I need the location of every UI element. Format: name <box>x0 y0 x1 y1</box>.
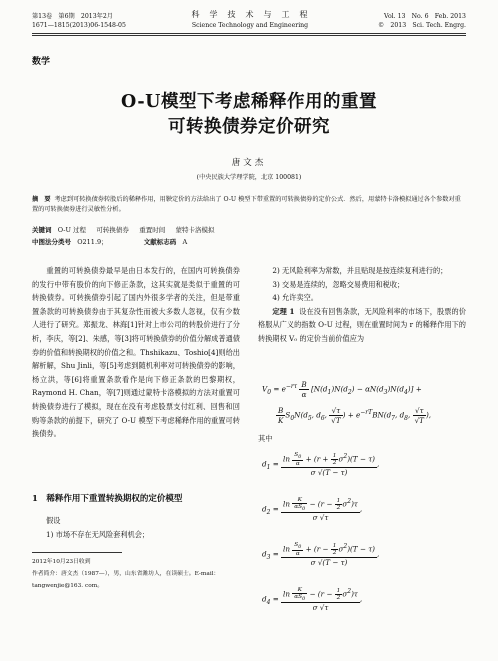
keyword-item: 可转换债券 <box>96 226 129 234</box>
clc-label: 中图法分类号 <box>32 238 71 246</box>
where-label: 其中 <box>258 434 273 443</box>
assumption-4: 4) 允许卖空。 <box>272 293 318 303</box>
footnote-rule <box>32 552 122 553</box>
assume-label: 假设 <box>46 516 61 525</box>
abstract-label: 摘 要 <box>32 196 51 203</box>
assumption-3: 3) 交易是连续的，忽略交易费用和税收； <box>272 279 405 289</box>
keyword-item: O-U 过程 <box>57 226 87 234</box>
right-column <box>258 264 466 346</box>
author-name: 唐文杰 <box>231 158 267 168</box>
theorem-label: 定理 1 <box>272 306 295 316</box>
article-title-line1: O-U模型下考虑稀释作用的重置 <box>121 92 377 112</box>
intro-paragraph: 重置的可转换债券最早是由日本发行的，在国内可转换债券的发行中带有股价的向下修正条款，这其实就是类似于重置的可转换债券。可转换债券引起了国内外很多学者的关注，但是带重置条款的可转换债券由于其复杂性而被大多数人忽视，仅有少数人进行了研究。郑振龙、林海[1]针对上市公司的转股价进行了分析，李庆，等[2]、朱感，等[3]将可转换债券的价值分解成普通债券的价值和转换期权的价值之和。Thshikazu、Toshio[4]则给出解析解，Shu Jinli，等[5]考虑到随机利率对可转换债券的影响，杨立洪，等[6]将重置条款看作是向下修正条款的巴黎期权，Raymond H. Chan，等[7]则通过蒙特卡洛模拟的方法对重置可转换债券进行了模拟，现在在没有考虑股票支付红利、回售和回购等条款的前提下，研究了 O-U 模型下考虑稀释作用的重置可转换债券。 <box>32 266 240 439</box>
journal-copyright: © 2013 Sci. Tech. Engrg. <box>378 22 466 29</box>
journal-name-en: Science Technology and Engineering <box>191 22 309 29</box>
left-column <box>32 264 240 441</box>
section-heading: 1 稀释作用下重置转换期权的定价模型 <box>32 494 183 504</box>
footnote-email: tangwenjie@163. com。 <box>32 583 104 589</box>
footnote-author-info: 作者简介：唐文杰（1987—），男，山东省潍坊人，在读硕士。E-mail： <box>32 571 220 577</box>
abstract-text: 考虑到可转换债券转股后的稀释作用，用鞅定价的方法给出了 O-U 模型下带重置的可转换债券的定价公式．然后，用蒙特卡洛模拟通过各个参数对重置的可转换债券进行灵敏性分析。 <box>32 196 461 213</box>
section-tag: 数学 <box>32 57 51 67</box>
assumption-1: 1) 市场不存在无风险套利机会； <box>46 530 150 539</box>
keyword-item: 重置时间 <box>139 226 166 234</box>
abstract <box>32 195 466 215</box>
journal-volume-cn: 第13卷 第6期 2013年2月 <box>32 13 113 20</box>
formula-d2: $d_2$ = ln $\frac{K}{\alpha S_0}$ − (r − $\frac{1}{2}$ $\sigma^2)\tau$ σ √τ , <box>262 497 363 523</box>
theorem-text: 设在没有回售条款，无风险利率的市场下，股票的价格服从广义的指数 O-U 过程，则在重置时间为 r 的稀释作用下的转换期权 V₀ 的定价当前价值应为 <box>258 306 466 343</box>
formula-d1: $d_1$ = ln $\frac{S_0}{\alpha}$ + (r + $\frac{1}{2}$ $\sigma^2)(T - \tau)$ σ √(T − τ) , <box>262 452 380 478</box>
journal-volume-en: Vol. 13 No. 6 Feb. 2013 <box>384 13 466 20</box>
clc-value: O211.9； <box>77 238 108 246</box>
keyword-item: 蒙特卡洛模拟 <box>175 226 215 234</box>
article-title-line2: 可转换债券定价研究 <box>168 117 330 137</box>
author-affiliation: (中央民族大学理学院，北京 100081) <box>196 174 302 181</box>
footnote-received: 2012年10月23日收到 <box>32 559 91 565</box>
doc-code-label: 文献标志码 <box>143 238 177 246</box>
keywords <box>32 225 215 234</box>
journal-name-cn: 科 学 技 术 与 工 程 <box>191 10 309 19</box>
theorem-1 <box>258 305 466 346</box>
formula-v0-line2: $\frac{B}{K}$ $S_0N(d_5$, $d_6$, $\frac{√\tau}{√T}$ ) + $e^{-rT}BN(d_7$, $d_8$, $\frac{√\tau}{√T}$ ), <box>278 406 432 425</box>
assumption-2: 2) 无风险利率为常数，并且贴现是按连续复利进行的； <box>272 266 448 275</box>
journal-issn: 1671—1815(2013)06-1548-05 <box>32 22 126 29</box>
header-rule-2 <box>32 35 466 36</box>
doc-code-value: A <box>182 238 188 246</box>
formula-d4: $d_4$ = ln $\frac{K}{\alpha S_0}$ − (r − $\frac{1}{2}$ $\sigma^2)\tau$ σ √τ , <box>262 587 363 613</box>
classification <box>32 237 187 246</box>
header-rule <box>32 33 466 34</box>
formula-d3: $d_3$ = ln $\frac{S_0}{\alpha}$ + (r − $\frac{1}{2}$ $\sigma^2)(T - \tau)$ σ √(T − τ) , <box>262 542 380 568</box>
formula-v0-line1: $V_0 = e^{-r\tau}$ $\frac{B}{\alpha}$ $[N(d_1)N(d_2) - \alpha N(d_3)N(d_4)]$ + <box>262 380 422 399</box>
keywords-label: 关键词 <box>32 226 52 234</box>
